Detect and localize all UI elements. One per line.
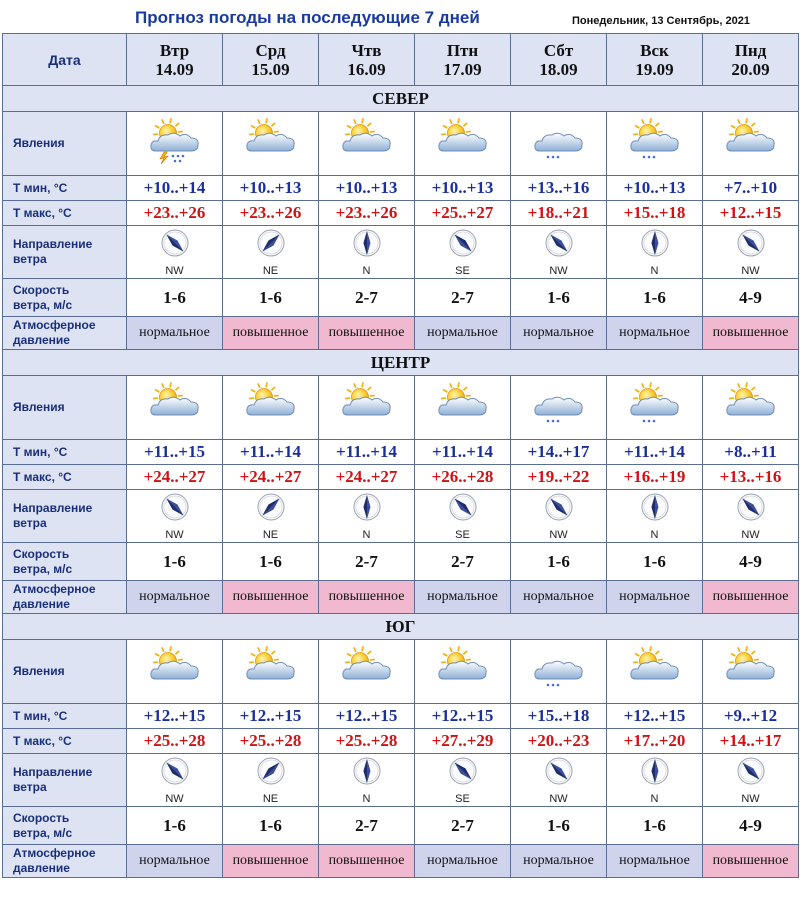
wind-direction-cell xyxy=(511,754,607,807)
tmax-value: +23..+26 xyxy=(223,201,319,226)
tmax-label: Т макс, °С xyxy=(3,729,127,754)
day-name: Втр xyxy=(159,40,190,60)
compass-icon xyxy=(736,492,766,527)
wind-speed-label xyxy=(3,279,127,317)
tmax-value: +24..+27 xyxy=(319,465,415,490)
wind-speed-value: 2-7 xyxy=(319,543,415,581)
compass-icon xyxy=(544,756,574,791)
phenomena-cell xyxy=(511,112,607,176)
day-date: 14.09 xyxy=(155,59,194,79)
wind-direction-cell xyxy=(319,754,415,807)
tmin-value: +10..+13 xyxy=(319,176,415,201)
tmax-row xyxy=(3,465,799,490)
wind-direction-value: NW xyxy=(165,792,184,805)
phenomena-cell xyxy=(223,112,319,176)
tmin-value: +10..+14 xyxy=(127,176,223,201)
region-name: ЮГ xyxy=(3,614,799,640)
day-header-row xyxy=(3,34,799,86)
phenomena-cell xyxy=(223,376,319,440)
wind-speed-value: 2-7 xyxy=(415,807,511,845)
pressure-value: нормальное xyxy=(415,317,511,350)
wind-speed-value: 1-6 xyxy=(127,543,223,581)
forecast-title: Прогноз погоды на последующие 7 дней xyxy=(135,8,480,27)
region-name: СЕВЕР xyxy=(3,86,799,112)
wind-speed-value: 1-6 xyxy=(127,807,223,845)
phenomena-cell xyxy=(223,640,319,704)
pressure-label-line2: давление xyxy=(13,333,70,347)
phenomena-cell xyxy=(127,640,223,704)
wind-speed-label-line1: Скорость xyxy=(13,546,70,561)
tmin-value: +12..+15 xyxy=(607,704,703,729)
pressure-value: нормальное xyxy=(511,581,607,614)
wind-direction-cell xyxy=(127,490,223,543)
wind-direction-cell xyxy=(127,754,223,807)
tmin-value: +14..+17 xyxy=(511,440,607,465)
wind-direction-value: NE xyxy=(262,528,279,541)
tmax-row xyxy=(3,201,799,226)
tmin-value: +11..+15 xyxy=(127,440,223,465)
wind-speed-label-line2: ветра, м/с xyxy=(13,561,73,576)
phenomena-cell xyxy=(319,376,415,440)
compass-icon xyxy=(160,756,190,791)
tmin-value: +12..+15 xyxy=(223,704,319,729)
sun-cloud-rain-icon xyxy=(626,117,684,170)
wind-direction-value: SE xyxy=(455,264,470,277)
tmin-value: +8..+11 xyxy=(703,440,799,465)
wind-direction-label-line1: Направление xyxy=(13,765,93,779)
phenomena-cell xyxy=(607,376,703,440)
day-date: 19.09 xyxy=(635,59,674,79)
phenomena-cell xyxy=(703,376,799,440)
wind-speed-value: 2-7 xyxy=(415,543,511,581)
region-row xyxy=(3,350,799,376)
tmin-row xyxy=(3,176,799,201)
day-header-1 xyxy=(127,34,223,86)
wind-direction-cell xyxy=(415,226,511,279)
wind-direction-label-line1: Направление xyxy=(13,237,93,251)
wind-speed-value: 1-6 xyxy=(607,807,703,845)
wind-direction-value: NW xyxy=(741,792,760,805)
pressure-value: нормальное xyxy=(511,845,607,878)
tmin-label: Т мин, °С xyxy=(3,440,127,465)
sun-cloud-icon xyxy=(242,645,300,698)
wind-speed-value: 4-9 xyxy=(703,807,799,845)
wind-speed-row xyxy=(3,543,799,581)
date-label: Дата xyxy=(48,51,81,68)
pressure-value: нормальное xyxy=(607,845,703,878)
pressure-value: нормальное xyxy=(511,317,607,350)
pressure-value: нормальное xyxy=(127,317,223,350)
tmax-value: +24..+27 xyxy=(223,465,319,490)
phenomena-cell xyxy=(703,640,799,704)
phenomena-cell xyxy=(415,376,511,440)
compass-icon xyxy=(256,756,286,791)
wind-direction-cell xyxy=(415,754,511,807)
pressure-label-line1: Атмосферное xyxy=(13,582,96,596)
pressure-value: повышенное xyxy=(223,845,319,878)
tmin-label: Т мин, °С xyxy=(3,176,127,201)
wind-direction-cell xyxy=(703,226,799,279)
sun-cloud-icon xyxy=(722,381,780,434)
compass-icon xyxy=(160,492,190,527)
wind-speed-value: 1-6 xyxy=(607,543,703,581)
wind-speed-value: 1-6 xyxy=(223,279,319,317)
sun-cloud-icon xyxy=(146,645,204,698)
wind-direction-cell xyxy=(223,754,319,807)
day-name: Птн xyxy=(446,40,479,60)
phenomena-row xyxy=(3,112,799,176)
phenomena-cell xyxy=(607,112,703,176)
wind-speed-value: 1-6 xyxy=(511,279,607,317)
pressure-label-line2: давление xyxy=(13,861,70,875)
day-header-3 xyxy=(319,34,415,86)
phenomena-row xyxy=(3,376,799,440)
pressure-value: повышенное xyxy=(223,317,319,350)
region-name: ЦЕНТР xyxy=(3,350,799,376)
wind-direction-value: NW xyxy=(549,528,568,541)
sun-cloud-icon xyxy=(434,117,492,170)
compass-icon xyxy=(544,228,574,263)
tmin-row xyxy=(3,704,799,729)
compass-icon xyxy=(736,756,766,791)
wind-speed-value: 1-6 xyxy=(223,543,319,581)
pressure-value: нормальное xyxy=(415,845,511,878)
tmax-value: +24..+27 xyxy=(127,465,223,490)
day-header-4 xyxy=(415,34,511,86)
tmax-value: +18..+21 xyxy=(511,201,607,226)
wind-speed-label-line2: ветра, м/с xyxy=(13,825,73,840)
pressure-value: повышенное xyxy=(319,317,415,350)
wind-direction-value: NW xyxy=(549,792,568,805)
compass-icon xyxy=(640,228,670,263)
tmax-value: +26..+28 xyxy=(415,465,511,490)
tmin-value: +11..+14 xyxy=(607,440,703,465)
day-name: Вск xyxy=(640,40,669,60)
tmax-value: +27..+29 xyxy=(415,729,511,754)
pressure-value: повышенное xyxy=(319,581,415,614)
pressure-value: повышенное xyxy=(703,845,799,878)
phenomena-row xyxy=(3,640,799,704)
tmax-value: +13..+16 xyxy=(703,465,799,490)
pressure-label xyxy=(3,845,127,878)
wind-direction-value: N xyxy=(362,792,371,805)
tmax-value: +25..+27 xyxy=(415,201,511,226)
tmin-value: +9..+12 xyxy=(703,704,799,729)
day-header-2 xyxy=(223,34,319,86)
tmax-value: +25..+28 xyxy=(319,729,415,754)
wind-direction-cell xyxy=(703,754,799,807)
wind-direction-cell xyxy=(223,490,319,543)
phenomena-cell xyxy=(127,112,223,176)
wind-direction-cell xyxy=(607,490,703,543)
wind-direction-cell xyxy=(319,226,415,279)
tmax-value: +16..+19 xyxy=(607,465,703,490)
wind-direction-cell xyxy=(607,226,703,279)
pressure-value: нормальное xyxy=(607,317,703,350)
phenomena-cell xyxy=(511,376,607,440)
cloud-rain-icon xyxy=(530,381,588,434)
forecast-table xyxy=(2,33,799,878)
wind-speed-value: 4-9 xyxy=(703,279,799,317)
region-row xyxy=(3,86,799,112)
wind-direction-label-line2: ветра xyxy=(13,516,47,530)
tmax-value: +19..+22 xyxy=(511,465,607,490)
wind-direction-value: NW xyxy=(741,264,760,277)
phenomena-label: Явления xyxy=(3,640,127,704)
wind-direction-value: NE xyxy=(262,792,279,805)
day-date: 17.09 xyxy=(443,59,482,79)
tmax-value: +12..+15 xyxy=(703,201,799,226)
pressure-value: повышенное xyxy=(223,581,319,614)
day-date: 20.09 xyxy=(731,59,770,79)
sun-cloud-thunder-rain-icon xyxy=(146,117,204,170)
compass-icon xyxy=(448,228,478,263)
wind-direction-cell xyxy=(703,490,799,543)
sun-cloud-icon xyxy=(434,381,492,434)
compass-icon xyxy=(640,756,670,791)
wind-direction-label-line1: Направление xyxy=(13,501,93,515)
wind-direction-label xyxy=(3,490,127,543)
cloud-rain-icon xyxy=(530,645,588,698)
sun-cloud-icon xyxy=(434,645,492,698)
wind-direction-cell xyxy=(511,490,607,543)
wind-direction-row xyxy=(3,754,799,807)
pressure-label xyxy=(3,581,127,614)
wind-direction-cell xyxy=(127,226,223,279)
wind-direction-label xyxy=(3,226,127,279)
pressure-label-line1: Атмосферное xyxy=(13,846,96,860)
day-name: Срд xyxy=(255,40,286,60)
phenomena-cell xyxy=(127,376,223,440)
tmin-value: +12..+15 xyxy=(415,704,511,729)
compass-icon xyxy=(352,228,382,263)
wind-direction-value: N xyxy=(650,792,659,805)
wind-speed-value: 1-6 xyxy=(127,279,223,317)
day-header-5 xyxy=(511,34,607,86)
sun-cloud-icon xyxy=(242,381,300,434)
tmax-value: +17..+20 xyxy=(607,729,703,754)
wind-direction-value: NE xyxy=(262,264,279,277)
phenomena-cell xyxy=(511,640,607,704)
phenomena-cell xyxy=(415,112,511,176)
compass-icon xyxy=(256,228,286,263)
day-name: Пнд xyxy=(734,40,767,60)
wind-direction-value: N xyxy=(650,264,659,277)
wind-direction-value: SE xyxy=(455,792,470,805)
sun-cloud-icon xyxy=(338,381,396,434)
date-header-cell xyxy=(3,34,127,86)
wind-direction-label-line2: ветра xyxy=(13,252,47,266)
tmin-row xyxy=(3,440,799,465)
compass-icon xyxy=(448,756,478,791)
compass-icon xyxy=(736,228,766,263)
compass-icon xyxy=(256,492,286,527)
wind-speed-row xyxy=(3,279,799,317)
pressure-value: нормальное xyxy=(607,581,703,614)
sun-cloud-rain-icon xyxy=(626,381,684,434)
phenomena-cell xyxy=(703,112,799,176)
wind-speed-value: 1-6 xyxy=(223,807,319,845)
sun-cloud-icon xyxy=(722,117,780,170)
wind-speed-value: 1-6 xyxy=(607,279,703,317)
day-name: Чтв xyxy=(351,40,382,60)
pressure-value: повышенное xyxy=(703,581,799,614)
pressure-value: повышенное xyxy=(703,317,799,350)
wind-direction-cell xyxy=(223,226,319,279)
sun-cloud-icon xyxy=(338,117,396,170)
wind-speed-label-line1: Скорость xyxy=(13,282,70,297)
tmax-label: Т макс, °С xyxy=(3,201,127,226)
pressure-label-line2: давление xyxy=(13,597,70,611)
compass-icon xyxy=(352,756,382,791)
pressure-label-line1: Атмосферное xyxy=(13,318,96,332)
tmax-value: +15..+18 xyxy=(607,201,703,226)
region-row xyxy=(3,614,799,640)
tmin-value: +10..+13 xyxy=(223,176,319,201)
tmin-value: +12..+15 xyxy=(319,704,415,729)
day-name: Сбт xyxy=(543,40,574,60)
tmin-label: Т мин, °С xyxy=(3,704,127,729)
sun-cloud-icon xyxy=(626,645,684,698)
pressure-row xyxy=(3,845,799,878)
sun-cloud-icon xyxy=(722,645,780,698)
wind-speed-value: 1-6 xyxy=(511,543,607,581)
tmin-value: +10..+13 xyxy=(415,176,511,201)
day-date: 16.09 xyxy=(347,59,386,79)
compass-icon xyxy=(544,492,574,527)
compass-icon xyxy=(640,492,670,527)
sun-cloud-icon xyxy=(146,381,204,434)
day-header-7 xyxy=(703,34,799,86)
sun-cloud-icon xyxy=(338,645,396,698)
pressure-value: нормальное xyxy=(127,581,223,614)
compass-icon xyxy=(448,492,478,527)
tmin-value: +12..+15 xyxy=(127,704,223,729)
tmin-value: +11..+14 xyxy=(415,440,511,465)
tmin-value: +11..+14 xyxy=(319,440,415,465)
wind-speed-label xyxy=(3,807,127,845)
wind-direction-cell xyxy=(607,754,703,807)
tmax-value: +23..+26 xyxy=(127,201,223,226)
day-date: 18.09 xyxy=(539,59,578,79)
phenomena-cell xyxy=(415,640,511,704)
tmin-value: +13..+16 xyxy=(511,176,607,201)
wind-speed-value: 2-7 xyxy=(319,807,415,845)
tmax-value: +20..+23 xyxy=(511,729,607,754)
wind-direction-value: N xyxy=(362,264,371,277)
pressure-row xyxy=(3,581,799,614)
wind-direction-cell xyxy=(415,490,511,543)
tmax-value: +14..+17 xyxy=(703,729,799,754)
pressure-value: нормальное xyxy=(415,581,511,614)
current-date: Понедельник, 13 Сентябрь, 2021 xyxy=(572,15,750,27)
wind-speed-value: 4-9 xyxy=(703,543,799,581)
wind-speed-value: 1-6 xyxy=(511,807,607,845)
wind-direction-row xyxy=(3,226,799,279)
tmax-value: +25..+28 xyxy=(127,729,223,754)
wind-speed-label-line1: Скорость xyxy=(13,810,70,825)
wind-speed-value: 2-7 xyxy=(319,279,415,317)
phenomena-label: Явления xyxy=(3,376,127,440)
tmin-value: +15..+18 xyxy=(511,704,607,729)
phenomena-cell xyxy=(319,112,415,176)
compass-icon xyxy=(160,228,190,263)
wind-direction-value: NW xyxy=(165,264,184,277)
wind-direction-value: NW xyxy=(741,528,760,541)
pressure-row xyxy=(3,317,799,350)
day-date: 15.09 xyxy=(251,59,290,79)
wind-direction-value: N xyxy=(650,528,659,541)
tmin-value: +10..+13 xyxy=(607,176,703,201)
phenomena-cell xyxy=(607,640,703,704)
wind-direction-label-line2: ветра xyxy=(13,780,47,794)
phenomena-label: Явления xyxy=(3,112,127,176)
tmax-label: Т макс, °С xyxy=(3,465,127,490)
wind-direction-cell xyxy=(511,226,607,279)
cloud-rain-icon xyxy=(530,117,588,170)
wind-direction-value: NW xyxy=(165,528,184,541)
wind-direction-cell xyxy=(319,490,415,543)
tmax-row xyxy=(3,729,799,754)
wind-direction-label xyxy=(3,754,127,807)
tmax-value: +23..+26 xyxy=(319,201,415,226)
sun-cloud-icon xyxy=(242,117,300,170)
tmax-value: +25..+28 xyxy=(223,729,319,754)
wind-speed-label xyxy=(3,543,127,581)
pressure-label xyxy=(3,317,127,350)
tmin-value: +11..+14 xyxy=(223,440,319,465)
wind-direction-row xyxy=(3,490,799,543)
wind-speed-label-line2: ветра, м/с xyxy=(13,297,73,312)
tmin-value: +7..+10 xyxy=(703,176,799,201)
day-header-6 xyxy=(607,34,703,86)
wind-speed-value: 2-7 xyxy=(415,279,511,317)
phenomena-cell xyxy=(319,640,415,704)
wind-direction-value: NW xyxy=(549,264,568,277)
wind-direction-value: SE xyxy=(455,528,470,541)
compass-icon xyxy=(352,492,382,527)
pressure-value: нормальное xyxy=(127,845,223,878)
wind-speed-row xyxy=(3,807,799,845)
pressure-value: повышенное xyxy=(319,845,415,878)
wind-direction-value: N xyxy=(362,528,371,541)
